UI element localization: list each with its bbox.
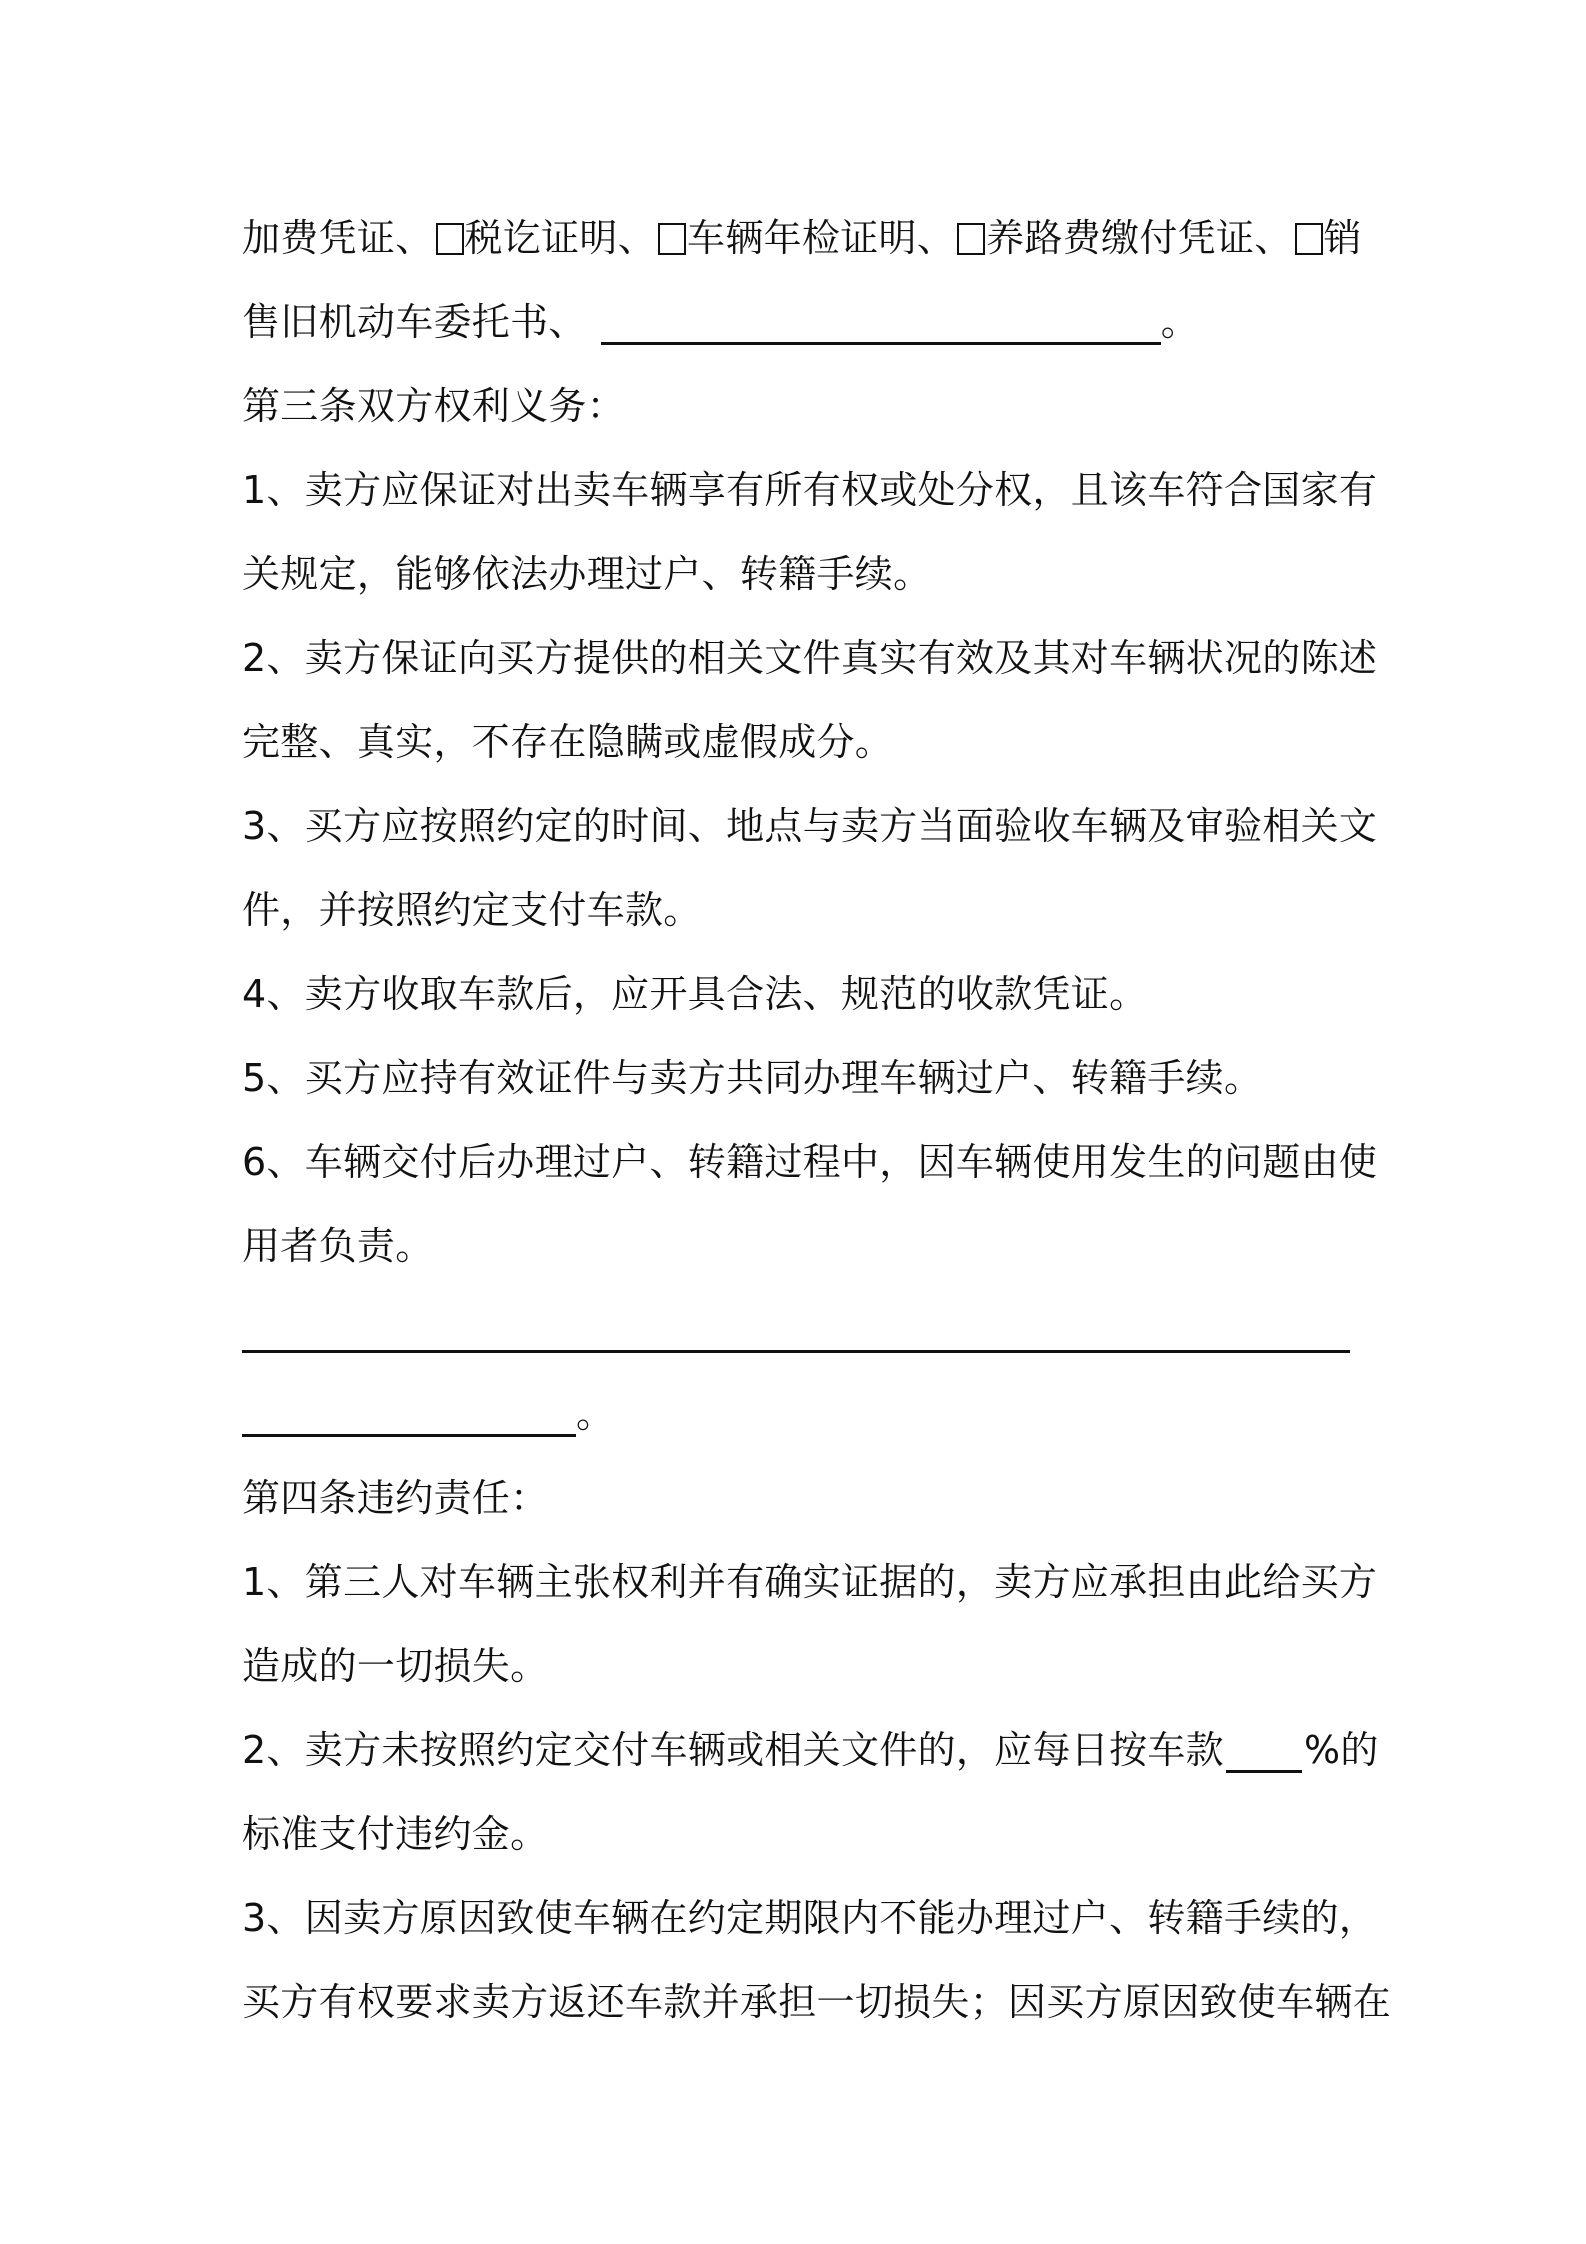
fill-in-blank-additional-terms-2[interactable] (242, 1388, 576, 1437)
document-line-2 (242, 280, 1350, 364)
article-4-line: 标准支付违约金。 (242, 1812, 549, 1856)
contract-text (242, 196, 1392, 2044)
article-3-line: 5、买方应持有效证件与卖方共同办理车辆过户、转籍手续。 (242, 1056, 1263, 1100)
text-segment: 销 (1323, 216, 1362, 260)
article-3-line: 4、卖方收取车款后，应开具合法、规范的收款凭证。 (242, 972, 1148, 1016)
fill-in-blank-penalty-percent[interactable] (1226, 1724, 1302, 1773)
text-segment: %的 (1303, 1728, 1379, 1772)
text-segment: 加费凭证、 (242, 216, 434, 260)
blank-line-full (242, 1288, 1350, 1372)
article-4-line (242, 1708, 1379, 1792)
checkbox-road-fee[interactable] (957, 223, 985, 255)
article-3-line: 用者负责。 (242, 1224, 434, 1268)
text-segment: 售旧机动车委托书、 (242, 300, 587, 344)
document-line-1 (242, 196, 1362, 280)
checkbox-sale-entrustment[interactable] (1295, 223, 1323, 255)
article-3-line: 1、卖方应保证对出卖车辆享有所有权或处分权，且该车符合国家有 (242, 468, 1378, 512)
text-segment: 2、卖方未按照约定交付车辆或相关文件的，应每日按车款 (242, 1728, 1224, 1772)
blank-line-partial (242, 1372, 1350, 1456)
text-segment: 养路费缴付凭证、 (986, 216, 1293, 260)
article-4-line: 1、第三人对车辆主张权利并有确实证据的，卖方应承担由此给买方 (242, 1560, 1378, 1604)
period: 。 (1160, 300, 1200, 344)
period: 。 (576, 1392, 615, 1436)
article-4-line: 买方有权要求卖方返还车款并承担一切损失；因买方原因致使车辆在 (242, 1980, 1392, 2024)
fill-in-blank-additional-terms-1[interactable] (242, 1304, 1350, 1353)
article-4-line: 3、因卖方原因致使车辆在约定期限内不能办理过户、转籍手续的， (242, 1896, 1378, 1940)
fill-in-blank-other-documents[interactable] (601, 296, 1161, 345)
text-segment: 车辆年检证明、 (687, 216, 956, 260)
article-3-line: 6、车辆交付后办理过户、转籍过程中，因车辆使用发生的问题由使 (242, 1140, 1378, 1184)
article-3-line: 2、卖方保证向买方提供的相关文件真实有效及其对车辆状况的陈述 (242, 636, 1378, 680)
article-3-heading: 第三条双方权利义务： (242, 384, 626, 428)
checkbox-annual-inspection[interactable] (658, 223, 686, 255)
article-3-line: 件，并按照约定支付车款。 (242, 888, 702, 932)
article-3-line: 3、买方应按照约定的时间、地点与卖方当面验收车辆及审验相关文 (242, 804, 1378, 848)
article-3-line: 关规定，能够依法办理过户、转籍手续。 (242, 552, 932, 596)
article-4-line: 造成的一切损失。 (242, 1644, 549, 1688)
article-4-heading: 第四条违约责任： (242, 1476, 549, 1520)
checkbox-tax-certificate[interactable] (436, 223, 464, 255)
article-3-line: 完整、真实，不存在隐瞒或虚假成分。 (242, 720, 894, 764)
text-segment: 税讫证明、 (464, 216, 657, 260)
